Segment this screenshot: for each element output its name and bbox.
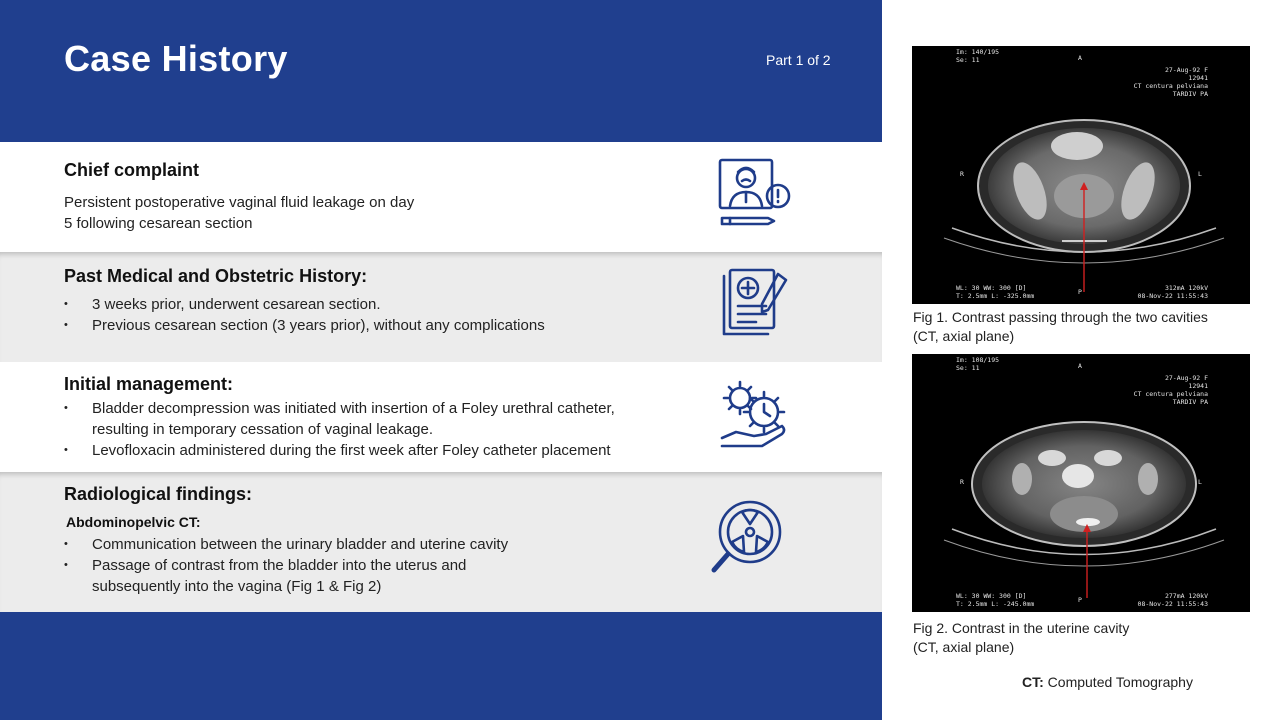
ct-series: Se: 11 (956, 56, 980, 64)
sick-patient-icon (712, 150, 796, 234)
ct-slice: T: 2.5mm L: -325.0mm (956, 292, 1035, 300)
chief-complaint-section (0, 142, 882, 252)
radiological-findings-title: Radiological findings: (64, 484, 252, 504)
list-item: • Communication between the urinary bladder and uterine cavity (64, 534, 508, 555)
ct-tube: 312mA 120kV (1164, 284, 1208, 292)
list-item: • Previous cesarean section (3 years prior), without any complications (64, 315, 545, 336)
ct-patient-info: 27-Aug-92 F 12941 CT centura pelviana TARDIV PA (1133, 374, 1208, 406)
radiation-search-icon (706, 494, 790, 578)
radiological-findings-list (64, 534, 508, 597)
ct-orientation-right: R (960, 170, 964, 178)
ct-orientation-anterior: A (1078, 54, 1082, 62)
part-indicator: Part 1 of 2 (766, 52, 831, 68)
ct-orientation-anterior: A (1078, 362, 1082, 370)
page-title: Case History (64, 38, 288, 79)
figure-1-caption: Fig 1. Contrast passing through the two cavities (CT, axial plane) (913, 309, 1208, 344)
past-history-section (0, 252, 882, 362)
past-history-title: Past Medical and Obstetric History: (64, 266, 368, 286)
initial-management-section (0, 362, 882, 472)
ct-series: Se: 11 (956, 364, 980, 372)
radiological-findings-section (0, 472, 882, 612)
ct-image-index: Im: 140/195 (956, 48, 1000, 56)
medical-record-icon (712, 264, 796, 348)
ct-window: WL: 30 WW: 300 [D] (956, 592, 1027, 600)
radiology-subtitle: Abdominopelvic CT: (66, 514, 201, 530)
ct-patient-info: 27-Aug-92 F 12941 CT centura pelviana TARDIV PA (1133, 66, 1208, 98)
past-history-list (64, 294, 545, 336)
list-item: • Passage of contrast from the bladder into the uterus and subsequently into the vagina (Fig 1 & Fig 2) (64, 555, 508, 597)
list-item: • Bladder decompression was initiated with insertion of a Foley urethral catheter, resulting in temporary cessation of vaginal leakage. (64, 398, 615, 440)
abbreviation-definition: Computed Tomography (1047, 674, 1193, 690)
chief-complaint-title: Chief complaint (64, 160, 200, 180)
ct-orientation-posterior: P (1078, 288, 1082, 296)
ct-orientation-right: R (960, 478, 964, 486)
ct-window: WL: 30 WW: 300 [D] (956, 284, 1027, 292)
list-item: • 3 weeks prior, underwent cesarean section. (64, 294, 545, 315)
abbreviation-term: CT: (1022, 674, 1044, 690)
ct-datetime: 08-Nov-22 11:55:43 (1137, 600, 1208, 608)
process-management-icon (714, 374, 798, 458)
ct-slice: T: 2.5mm L: -245.0mm (956, 600, 1035, 608)
ct-scan-figure-1 (912, 46, 1250, 304)
list-item: • Levofloxacin administered during the first week after Foley catheter placement (64, 440, 615, 461)
abbreviation-note (1022, 674, 1193, 690)
ct-orientation-posterior: P (1078, 596, 1082, 604)
figure-2-caption: Fig 2. Contrast in the uterine cavity (CT, axial plane) (913, 620, 1130, 655)
initial-management-list (64, 398, 615, 461)
chief-complaint-text: Persistent postoperative vaginal fluid leakage on day 5 following cesarean section (64, 194, 415, 232)
ct-orientation-left: L (1198, 478, 1202, 486)
ct-image-index: Im: 108/195 (956, 356, 1000, 364)
ct-orientation-left: L (1198, 170, 1202, 178)
ct-datetime: 08-Nov-22 11:55:43 (1137, 292, 1208, 300)
initial-management-title: Initial management: (64, 374, 234, 394)
ct-tube: 277mA 120kV (1164, 592, 1208, 600)
ct-scan-figure-2 (912, 354, 1250, 612)
